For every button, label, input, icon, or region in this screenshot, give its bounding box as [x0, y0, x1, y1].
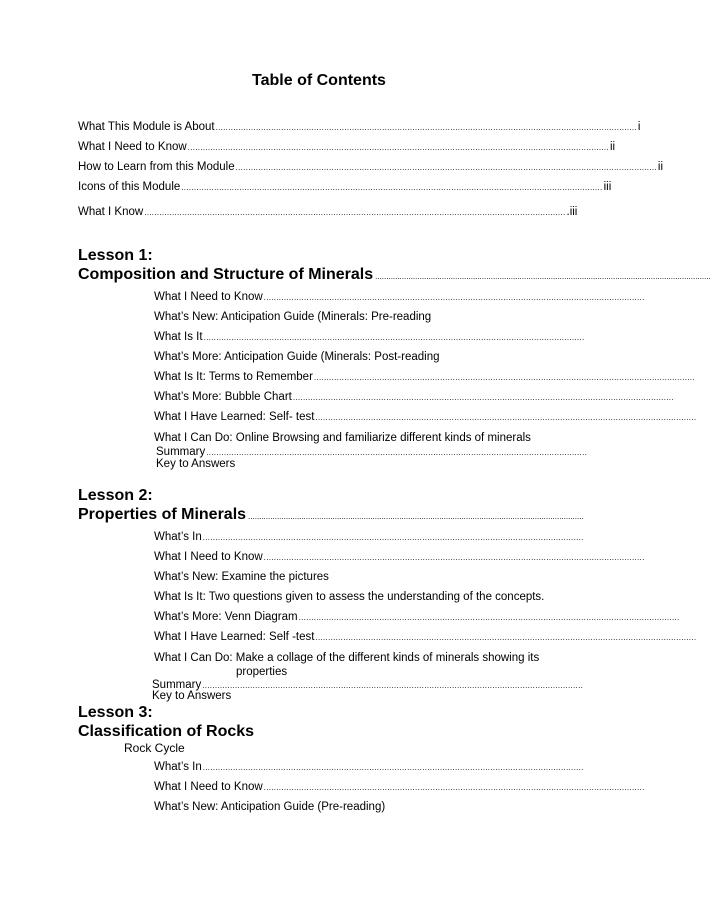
- toc-entry-label: What I Know: [78, 206, 144, 218]
- toc-entry[interactable]: Key to Answers: [156, 458, 236, 470]
- toc-entry-label: What I Need to Know: [154, 551, 263, 563]
- toc-entry-label: Icons of this Module: [78, 181, 181, 193]
- toc-entry[interactable]: [154, 551, 645, 563]
- dot-leader: .......................................................................................................................................................: [206, 448, 588, 457]
- toc-entry[interactable]: [154, 531, 584, 543]
- toc-entry-page: ii: [657, 161, 664, 173]
- lesson-2-title: Properties of Minerals: [78, 506, 247, 523]
- toc-entry[interactable]: [78, 206, 578, 218]
- toc-entry-label: What’s In: [154, 761, 202, 773]
- dot-leader: .......................................................................................................................................................................: [187, 143, 609, 152]
- toc-entry[interactable]: What’s New: Anticipation Guide (Minerals: Pre-reading: [154, 311, 432, 323]
- dot-leader: .......................................................................................................................................................: [313, 373, 695, 382]
- dot-leader: .......................................................................................................................................................: [202, 533, 584, 542]
- toc-entry-page: ii: [609, 141, 616, 153]
- toc-entry-label: Summary: [152, 679, 202, 691]
- toc-entry[interactable]: [154, 291, 645, 303]
- toc-entry-label: What’s More: Venn Diagram: [154, 611, 298, 623]
- page-title: Table of Contents: [252, 72, 386, 89]
- toc-entry[interactable]: What Is It: Two questions given to assess the understanding of the concepts.: [154, 591, 545, 603]
- toc-entry[interactable]: What I Can Do: Online Browsing and familiarize different kinds of minerals: [154, 432, 531, 444]
- toc-entry-label: What I Have Learned: Self -test: [154, 631, 315, 643]
- dot-leader: .......................................................................................................................................................: [263, 293, 645, 302]
- toc-entry-label: What I Need to Know: [154, 781, 263, 793]
- toc-entry-page: iii: [603, 181, 612, 193]
- toc-entry[interactable]: What’s More: Anticipation Guide (Minerals: Post-reading: [154, 351, 440, 363]
- toc-entry[interactable]: [154, 331, 585, 343]
- toc-entry-label: What I Need to Know: [154, 291, 263, 303]
- toc-entry-page: i: [637, 121, 641, 133]
- dot-leader: .......................................................................................................................................................: [248, 512, 584, 521]
- dot-leader: .......................................................................................................................................................: [315, 633, 697, 642]
- lesson-3-title[interactable]: Classification of Rocks: [78, 723, 255, 740]
- toc-entry-label: What I Have Learned: Self- test: [154, 411, 315, 423]
- dot-leader: .......................................................................................................................................................: [202, 763, 584, 772]
- dot-leader: .......................................................................................................................................................................: [144, 208, 566, 217]
- toc-entry[interactable]: What I Can Do: Make a collage of the different kinds of minerals showing its: [154, 652, 540, 664]
- dot-leader: .......................................................................................................................................................................: [181, 183, 603, 192]
- dot-leader: .......................................................................................................................................................: [203, 333, 585, 342]
- toc-entry-continuation: properties: [236, 666, 288, 678]
- toc-entry[interactable]: [154, 611, 680, 623]
- toc-entry[interactable]: [154, 391, 674, 403]
- toc-entry[interactable]: [154, 371, 695, 383]
- toc-entry-label: Summary: [156, 446, 206, 458]
- toc-entry-label: What This Module is About: [78, 121, 215, 133]
- lesson-2-heading[interactable]: [78, 506, 584, 524]
- toc-entry[interactable]: [154, 631, 697, 643]
- toc-entry-label: What Is It: [154, 331, 203, 343]
- toc-entry[interactable]: Key to Answers: [152, 690, 232, 702]
- dot-leader: .......................................................................................................................................................: [315, 413, 697, 422]
- toc-entry[interactable]: [154, 781, 645, 793]
- toc-entry[interactable]: [78, 141, 616, 153]
- toc-entry[interactable]: What’s New: Anticipation Guide (Pre-reading): [154, 801, 386, 813]
- toc-entry[interactable]: What’s New: Examine the pictures: [154, 571, 329, 583]
- toc-entry[interactable]: [154, 411, 697, 423]
- dot-leader: .......................................................................................................................................................................: [215, 123, 637, 132]
- toc-entry[interactable]: [78, 181, 612, 193]
- dot-leader: .......................................................................................................................................................: [202, 681, 584, 690]
- toc-entry[interactable]: [78, 121, 641, 133]
- lesson-1-title: Composition and Structure of Minerals: [78, 266, 374, 283]
- lesson-1-number: Lesson 1:: [78, 247, 153, 264]
- toc-entry-label: What’s More: Bubble Chart: [154, 391, 292, 403]
- dot-leader: .......................................................................................................................................................................: [235, 163, 657, 172]
- dot-leader: .......................................................................................................................................................: [263, 553, 645, 562]
- lesson-2-number: Lesson 2:: [78, 487, 153, 504]
- toc-entry-label: What I Need to Know: [78, 141, 187, 153]
- toc-entry-label: What’s In: [154, 531, 202, 543]
- lesson-1-heading[interactable]: [78, 266, 711, 284]
- toc-entry[interactable]: [78, 161, 664, 173]
- dot-leader: .......................................................................................................................................................: [375, 272, 711, 281]
- toc-entry[interactable]: [156, 446, 588, 458]
- toc-entry-label: How to Learn from this Module: [78, 161, 235, 173]
- toc-entry[interactable]: [154, 761, 584, 773]
- dot-leader: .......................................................................................................................................................: [292, 393, 674, 402]
- toc-entry-label: What Is It: Terms to Remember: [154, 371, 313, 383]
- lesson-3-subtitle[interactable]: Rock Cycle: [124, 741, 185, 755]
- lesson-3-number: Lesson 3:: [78, 704, 153, 721]
- dot-leader: .......................................................................................................................................................: [263, 783, 645, 792]
- toc-entry-page: .iii: [566, 206, 578, 218]
- dot-leader: .......................................................................................................................................................: [298, 613, 680, 622]
